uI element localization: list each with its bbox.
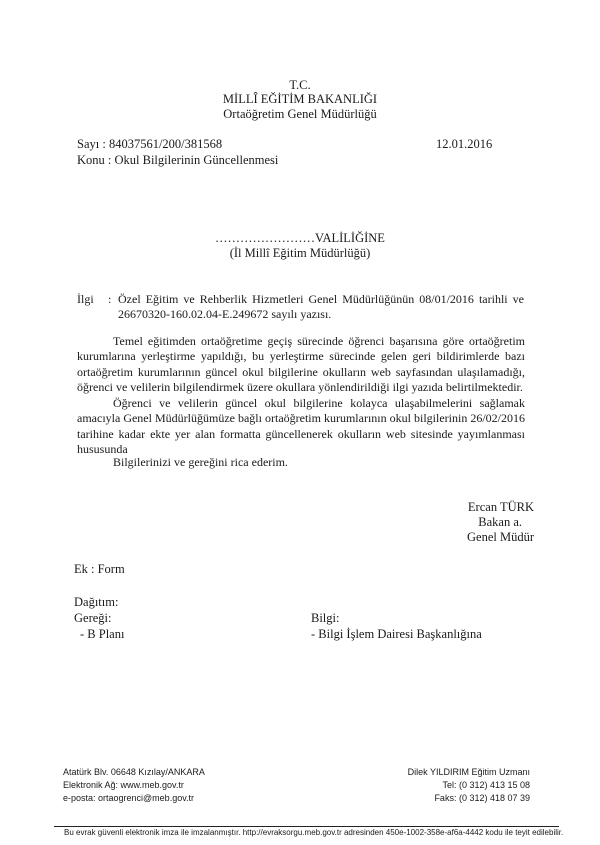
bilgi-label: Bilgi: bbox=[311, 611, 340, 625]
footer-email: e-posta: ortaogrenci@meb.gov.tr bbox=[63, 793, 195, 803]
ilgi-line-2: 26670320-160.02.04-E.249672 sayılı yazısı. bbox=[118, 307, 332, 321]
ilgi-label: İlgi bbox=[77, 292, 94, 306]
addressee-governorate: ……………………VALİLİĞİNE bbox=[215, 231, 385, 245]
konu-line: Konu : Okul Bilgilerinin Güncellenmesi bbox=[77, 153, 279, 167]
footer-rule bbox=[54, 826, 559, 827]
document-date: 12.01.2016 bbox=[436, 137, 493, 151]
body-paragraph-1: Temel eğitimden ortaöğretime geçiş sürecinde öğrenci başarısına göre ortaöğretim kurumlarına yerleştirme yapıldığı, bu yerleştirme sürecinde gelen geri bildirimlerde bazı ortaöğretim kurumlarının güncel okul bilgilerine okulların web sayfasından ulaşılamadığı, öğrenci ve velilerin bilgilendirmek üzere okullara yönlendirildiği ilgi yazıda belirtilmektedir. bbox=[77, 334, 525, 395]
footer-contact-name: Dilek YILDIRIM Eğitim Uzmanı bbox=[407, 767, 530, 777]
verification-note: Bu evrak güvenli elektronik imza ile imzalanmıştır. http://evraksorgu.meb.gov.tr adresinden 450e-1002-358e-af6a-4442 kodu ile teyit edilebilir. bbox=[64, 828, 564, 837]
signatory-title-2: Genel Müdür bbox=[467, 530, 534, 544]
ilgi-line-1: Özel Eğitim ve Rehberlik Hizmetleri Genel Müdürlüğünün 08/01/2016 tarihli ve bbox=[118, 292, 524, 306]
addressee-directorate: (İl Millî Eğitim Müdürlüğü) bbox=[229, 246, 371, 260]
footer-web: Elektronik Ağ: www.meb.gov.tr bbox=[63, 780, 184, 790]
geregi-item: - B Planı bbox=[80, 627, 125, 641]
footer-fax: Faks: (0 312) 418 07 39 bbox=[434, 793, 530, 803]
footer-address: Atatürk Blv. 06648 Kızılay/ANKARA bbox=[63, 767, 205, 777]
body-paragraph-3: Bilgilerinizi ve gereğini rica ederim. bbox=[113, 455, 288, 469]
distribution-label: Dağıtım: bbox=[74, 595, 119, 609]
sayi-line: Sayı : 84037561/200/381568 bbox=[77, 137, 223, 151]
signatory-name: Ercan TÜRK bbox=[467, 500, 534, 514]
footer-tel: Tel: (0 312) 413 15 08 bbox=[442, 780, 530, 790]
bilgi-item: - Bilgi İşlem Dairesi Başkanlığına bbox=[311, 627, 482, 641]
body-paragraph-2: Öğrenci ve velilerin güncel okul bilgilerine kolayca ulaşabilmelerini sağlamak amacıyla Genel Müdürlüğümüze bağlı ortaöğretim kurumlarının okul bilgilerinin 26/02/2016 tarihine kadar ekte yer alan formatta güncellenerek okulların web sitesinde yayımlanması hususunda bbox=[77, 396, 525, 457]
ilgi-separator: : bbox=[108, 292, 112, 306]
geregi-label: Gereği: bbox=[74, 611, 112, 625]
header-tc: T.C. bbox=[289, 78, 311, 92]
signatory-title-1: Bakan a. bbox=[478, 515, 522, 529]
header-ministry: MİLLÎ EĞİTİM BAKANLIĞI bbox=[222, 92, 378, 106]
header-directorate: Ortaöğretim Genel Müdürlüğü bbox=[223, 107, 377, 121]
attachment-line: Ek : Form bbox=[74, 562, 125, 576]
